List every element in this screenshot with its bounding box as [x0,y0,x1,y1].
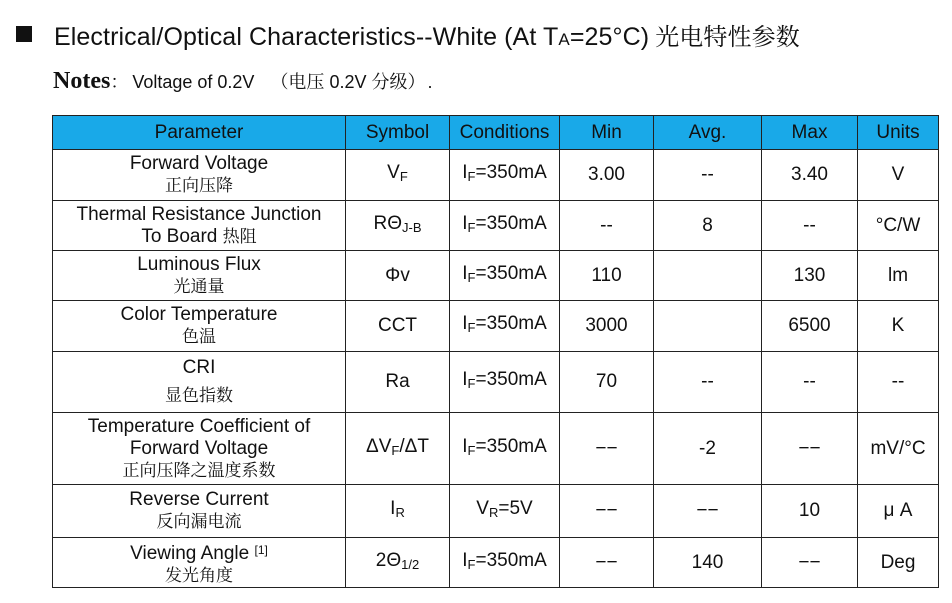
avg-cell: −− [654,485,762,538]
table-row [53,301,939,352]
units-cell: -- [858,352,939,413]
header-conditions: Conditions [450,116,560,150]
avg-cell: 8 [654,201,762,251]
square-bullet-icon [16,26,32,42]
table-row [53,538,939,588]
condition-cell: IF=350mA [450,201,560,251]
units-cell: mV/°C [858,413,939,485]
parameter-cell: Temperature Coefficient of Forward Voltage 正向压降之温度系数 [53,413,346,485]
symbol-cell: 2Θ1/2 [346,538,450,588]
max-cell: -- [762,201,858,251]
condition-cell: VR=5V [450,485,560,538]
header-symbol: Symbol [346,116,450,150]
units-cell: lm [858,251,939,301]
parameter-cell: Reverse Current 反向漏电流 [53,485,346,538]
parameter-cell: Thermal Resistance Junction To Board 热阻 [53,201,346,251]
max-cell: -- [762,352,858,413]
table-row [53,413,939,485]
header-max: Max [762,116,858,150]
condition-cell: IF=350mA [450,150,560,201]
symbol-cell: VF [346,150,450,201]
condition-cell: IF=350mA [450,413,560,485]
min-cell: 3000 [560,301,654,352]
condition-cell: IF=350mA [450,301,560,352]
condition-cell: IF=350mA [450,538,560,588]
units-cell: Deg [858,538,939,588]
min-cell: −− [560,413,654,485]
parameter-cell: Color Temperature 色温 [53,301,346,352]
title-text: Electrical/Optical Characteristics--White (At TA=25°C) 光电特性参数 [54,22,800,51]
max-cell: −− [762,538,858,588]
table-row [53,201,939,251]
max-cell: 3.40 [762,150,858,201]
avg-cell: -- [654,150,762,201]
table-row [53,352,939,413]
header-avg: Avg. [654,116,762,150]
min-cell: −− [560,485,654,538]
table-row [53,251,939,301]
max-cell: 10 [762,485,858,538]
table-row [53,485,939,538]
avg-cell: -- [654,352,762,413]
notes-line [53,68,432,102]
notes-colon: ： [110,72,129,93]
condition-cell: IF=350mA [450,352,560,413]
page-title [16,14,800,54]
units-cell: °C/W [858,201,939,251]
symbol-cell: ΔVF/ΔT [346,413,450,485]
min-cell: 110 [560,251,654,301]
max-cell: 130 [762,251,858,301]
units-cell: V [858,150,939,201]
notes-period: . [427,72,433,92]
parameter-cell: Viewing Angle [1] 发光角度 [53,538,346,588]
symbol-cell: CCT [346,301,450,352]
min-cell: -- [560,201,654,251]
units-cell: K [858,301,939,352]
parameter-cell: Luminous Flux 光通量 [53,251,346,301]
notes-label: Notes [53,68,111,94]
min-cell: 70 [560,352,654,413]
symbol-cell: IR [346,485,450,538]
condition-cell: IF=350mA [450,251,560,301]
characteristics-table [52,115,939,588]
max-cell: −− [762,413,858,485]
min-cell: −− [560,538,654,588]
symbol-cell: Ra [346,352,450,413]
min-cell: 3.00 [560,150,654,201]
max-cell: 6500 [762,301,858,352]
avg-cell: 140 [654,538,762,588]
parameter-cell: Forward Voltage 正向压降 [53,150,346,201]
avg-cell: -2 [654,413,762,485]
symbol-cell: RΘJ-B [346,201,450,251]
notes-text: Voltage of 0.2V [132,72,255,92]
header-min: Min [560,116,654,150]
symbol-cell: Φv [346,251,450,301]
notes-cn-text: （电压 0.2V 分级） [270,72,426,92]
header-parameter: Parameter [53,116,346,150]
parameter-cell: CRI 显色指数 [53,352,346,413]
table-row [53,150,939,201]
avg-cell [654,251,762,301]
table-header-row [53,116,939,150]
avg-cell [654,301,762,352]
header-units: Units [858,116,939,150]
units-cell: μ A [858,485,939,538]
